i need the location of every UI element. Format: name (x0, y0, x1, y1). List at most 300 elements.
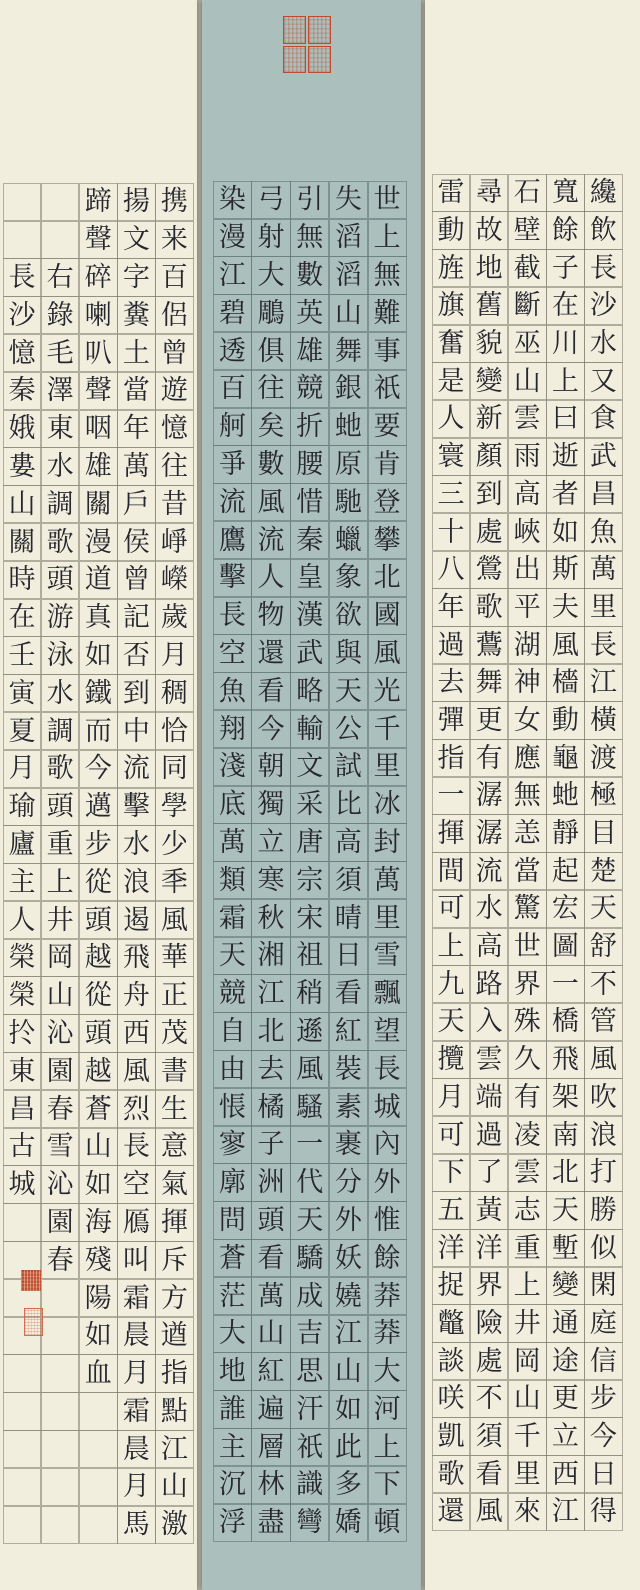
char-cell: 銀 (329, 370, 368, 408)
char-cell: 人 (432, 400, 471, 438)
char-cell: 截 (508, 249, 547, 287)
char-cell: 一 (432, 777, 471, 815)
char-cell: 悵 (213, 1088, 252, 1126)
char-cell: 侯 (117, 523, 156, 561)
char-cell: 斷 (508, 287, 547, 325)
char-cell: 漫 (79, 523, 118, 561)
char-cell: 憶 (3, 334, 42, 372)
char-cell: 變 (546, 1267, 585, 1305)
char-cell: 江 (329, 1315, 368, 1353)
char-cell: 通 (546, 1304, 585, 1342)
char-cell: 生 (155, 1090, 194, 1128)
char-cell: 今 (584, 1417, 623, 1455)
char-cell: 試 (329, 748, 368, 786)
char-cell: 漫 (213, 219, 252, 257)
char-cell: 略 (290, 672, 329, 710)
char-cell: 在 (3, 599, 42, 637)
char-cell: 三 (432, 475, 471, 513)
char-cell: 血 (79, 1354, 118, 1392)
char-cell: 春 (41, 1090, 80, 1128)
char-cell: 指 (432, 739, 471, 777)
char-cell: 風 (584, 1041, 623, 1079)
char-cell: 腰 (290, 445, 329, 483)
char-cell: 靜 (546, 814, 585, 852)
char-cell: 紅 (329, 1012, 368, 1050)
char-cell: 同 (155, 750, 194, 788)
char-cell: 右 (41, 258, 80, 296)
char-cell: 雪 (41, 1128, 80, 1166)
char-cell: 從 (79, 863, 118, 901)
char-cell (3, 1506, 42, 1544)
char-cell: 潺 (470, 814, 509, 852)
char-cell: 往 (251, 370, 290, 408)
char-cell: 殘 (79, 1241, 118, 1279)
char-cell: 過 (432, 626, 471, 664)
char-cell: 裹 (329, 1126, 368, 1164)
char-cell: 看 (329, 974, 368, 1012)
char-cell: 昌 (3, 1090, 42, 1128)
char-cell: 五 (432, 1191, 471, 1229)
char-cell: 下 (432, 1154, 471, 1192)
char-cell: 巫 (508, 325, 547, 363)
char-cell: 晴 (329, 899, 368, 937)
char-cell: 山 (79, 1128, 118, 1166)
char-cell: 管 (584, 1003, 623, 1041)
char-cell: 起 (546, 852, 585, 890)
char-cell: 揮 (432, 814, 471, 852)
char-cell: 蒼 (79, 1090, 118, 1128)
char-cell: 國 (368, 597, 407, 635)
char-cell: 擊 (213, 559, 252, 597)
char-cell: 成 (290, 1277, 329, 1315)
char-cell: 宏 (546, 890, 585, 928)
char-cell: 盡 (251, 1504, 290, 1542)
char-cell: 鶯 (470, 551, 509, 589)
seal-quadrant-icon (308, 16, 331, 44)
char-cell: 子 (251, 1126, 290, 1164)
char-cell: 舒 (584, 928, 623, 966)
char-cell: 矣 (251, 408, 290, 446)
char-cell: 主 (213, 1428, 252, 1466)
char-cell: 水 (41, 674, 80, 712)
seal-quadrant-icon (283, 16, 306, 44)
char-cell: 閑 (584, 1267, 623, 1305)
char-cell: 少 (155, 825, 194, 863)
char-cell: 自 (213, 1012, 252, 1050)
char-cell: 食 (584, 400, 623, 438)
char-cell: 調 (41, 712, 80, 750)
char-cell: 庭 (584, 1304, 623, 1342)
char-cell: 北 (368, 559, 407, 597)
char-cell: 彎 (290, 1504, 329, 1542)
char-cell: 凱 (432, 1417, 471, 1455)
char-cell: 鷰 (470, 626, 509, 664)
char-cell: 途 (546, 1342, 585, 1380)
char-cell: 戶 (117, 485, 156, 523)
char-cell: 不 (584, 965, 623, 1003)
char-cell: 雲 (508, 1154, 547, 1192)
char-cell: 碧 (213, 294, 252, 332)
char-cell: 鴈 (117, 1203, 156, 1241)
char-cell: 動 (432, 211, 471, 249)
char-cell: 江 (213, 256, 252, 294)
char-cell: 婁 (3, 447, 42, 485)
char-cell: 来 (155, 221, 194, 259)
char-cell: 看 (470, 1455, 509, 1493)
char-cell: 淺 (213, 748, 252, 786)
right-character-grid (432, 174, 622, 1531)
char-cell: 登 (368, 483, 407, 521)
char-cell: 九 (432, 965, 471, 1003)
char-cell: 汗 (290, 1390, 329, 1428)
char-cell: 風 (251, 483, 290, 521)
char-cell: 叫 (117, 1241, 156, 1279)
char-cell: 與 (329, 634, 368, 672)
char-cell: 宋 (290, 899, 329, 937)
character-column (584, 174, 622, 1531)
char-cell: 城 (3, 1165, 42, 1203)
char-cell: 上 (432, 928, 471, 966)
char-cell: 流 (213, 483, 252, 521)
char-cell: 歌 (470, 588, 509, 626)
char-cell: 問 (213, 1201, 252, 1239)
char-cell: 高 (470, 928, 509, 966)
char-cell: 萬 (368, 861, 407, 899)
char-cell: 道 (79, 561, 118, 599)
char-cell: 如 (546, 513, 585, 551)
character-column (155, 183, 193, 1544)
char-cell: 憶 (155, 410, 194, 448)
char-cell: 祇 (368, 370, 407, 408)
char-cell: 數 (290, 256, 329, 294)
char-cell: 江 (155, 1430, 194, 1468)
char-cell: 中 (117, 712, 156, 750)
char-cell: 長 (584, 249, 623, 287)
char-cell: 路 (470, 965, 509, 1003)
char-cell: 春 (41, 1241, 80, 1279)
char-cell: 裝 (329, 1050, 368, 1088)
middle-scroll-panel (202, 0, 421, 1590)
char-cell: 里 (368, 748, 407, 786)
char-cell: 長 (213, 597, 252, 635)
char-cell: 天 (584, 890, 623, 928)
char-cell: 歌 (41, 523, 80, 561)
char-cell: 高 (329, 823, 368, 861)
char-cell: 看 (251, 1239, 290, 1277)
char-cell: 雷 (432, 174, 471, 212)
char-cell: 可 (432, 890, 471, 928)
char-cell: 下 (368, 1466, 407, 1504)
signature-seal-solid-icon (21, 1270, 41, 1291)
char-cell: 上 (368, 1428, 407, 1466)
char-cell: 封 (368, 823, 407, 861)
char-cell: 紅 (251, 1352, 290, 1390)
char-cell: 吉 (290, 1315, 329, 1353)
char-cell: 游 (41, 599, 80, 637)
char-cell: 武 (290, 634, 329, 672)
char-cell (79, 1392, 118, 1430)
char-cell: 萬 (213, 823, 252, 861)
char-cell: 外 (368, 1163, 407, 1201)
char-cell: 吹 (584, 1078, 623, 1116)
char-cell: 上 (41, 863, 80, 901)
char-cell: 瑜 (3, 788, 42, 826)
char-cell: 年 (432, 588, 471, 626)
char-cell: 書 (155, 1052, 194, 1090)
char-cell: 山 (508, 362, 547, 400)
char-cell: 泳 (41, 636, 80, 674)
char-cell: 流 (251, 521, 290, 559)
char-cell: 學 (155, 788, 194, 826)
char-cell: 關 (79, 485, 118, 523)
char-cell: 染 (213, 181, 252, 219)
char-cell: 陽 (79, 1279, 118, 1317)
char-cell (41, 1506, 80, 1544)
char-cell: 黃 (470, 1191, 509, 1229)
char-cell: 寬 (546, 174, 585, 212)
char-cell: 海 (79, 1203, 118, 1241)
char-cell: 川 (546, 325, 585, 363)
char-cell: 舸 (213, 408, 252, 446)
char-cell: 恙 (508, 814, 547, 852)
char-cell: 山 (329, 1352, 368, 1390)
character-column (508, 174, 546, 1531)
char-cell: 虵 (329, 408, 368, 446)
char-cell: 點 (155, 1392, 194, 1430)
character-column (329, 181, 368, 1542)
char-cell: 飛 (546, 1041, 585, 1079)
char-cell: 思 (290, 1352, 329, 1390)
char-cell: 鷹 (213, 521, 252, 559)
char-cell (3, 1354, 42, 1392)
char-cell: 來 (508, 1493, 547, 1531)
char-cell: 到 (117, 674, 156, 712)
char-cell: 到 (470, 475, 509, 513)
char-cell: 遍 (251, 1390, 290, 1428)
char-cell: 岡 (41, 939, 80, 977)
char-cell: 內 (368, 1126, 407, 1164)
char-cell: 者 (546, 475, 585, 513)
char-cell: 天 (213, 937, 252, 975)
char-cell: 須 (470, 1417, 509, 1455)
char-cell: 歌 (41, 750, 80, 788)
char-cell: 彈 (432, 701, 471, 739)
char-cell: 變 (470, 362, 509, 400)
char-cell: 檣 (546, 664, 585, 702)
char-cell: 壬 (3, 636, 42, 674)
char-cell: 沙 (3, 296, 42, 334)
char-cell: 山 (41, 976, 80, 1014)
char-cell: 頭 (79, 901, 118, 939)
char-cell: 城 (368, 1088, 407, 1126)
char-cell (3, 1430, 42, 1468)
char-cell: 難 (368, 294, 407, 332)
char-cell: 遊 (155, 372, 194, 410)
char-cell: 鼈 (432, 1304, 471, 1342)
char-cell: 志 (508, 1191, 547, 1229)
char-cell: 毛 (41, 334, 80, 372)
char-cell: 水 (584, 325, 623, 363)
char-cell: 由 (213, 1050, 252, 1088)
char-cell: 湘 (251, 937, 290, 975)
char-cell: 透 (213, 332, 252, 370)
left-character-grid (3, 183, 193, 1544)
char-cell: 無 (368, 256, 407, 294)
char-cell: 目 (584, 814, 623, 852)
char-cell: 叭 (79, 334, 118, 372)
char-cell: 立 (251, 823, 290, 861)
char-cell: 月 (3, 750, 42, 788)
char-cell: 洋 (470, 1229, 509, 1267)
char-cell: 地 (470, 249, 509, 287)
char-cell (3, 1468, 42, 1506)
char-cell: 公 (329, 710, 368, 748)
char-cell: 曾 (117, 561, 156, 599)
char-cell: 馳 (329, 483, 368, 521)
char-cell: 沁 (41, 1014, 80, 1052)
char-cell: 人 (3, 901, 42, 939)
char-cell: 馬 (117, 1506, 156, 1544)
char-cell: 打 (584, 1154, 623, 1192)
char-cell: 架 (546, 1078, 585, 1116)
char-cell: 方 (155, 1279, 194, 1317)
char-cell: 大 (251, 256, 290, 294)
char-cell: 橫 (584, 701, 623, 739)
char-cell (41, 183, 80, 221)
char-cell (41, 1279, 80, 1317)
char-cell: 旗 (432, 287, 471, 325)
char-cell: 氣 (155, 1165, 194, 1203)
char-cell: 還 (432, 1493, 471, 1531)
char-cell: 携 (155, 183, 194, 221)
char-cell: 蒼 (213, 1239, 252, 1277)
char-cell: 揚 (117, 183, 156, 221)
char-cell: 江 (251, 974, 290, 1012)
char-cell: 日 (329, 937, 368, 975)
char-cell: 圖 (546, 928, 585, 966)
char-cell: 風 (546, 626, 585, 664)
character-column (470, 174, 508, 1531)
char-cell: 頭 (41, 561, 80, 599)
char-cell: 風 (470, 1493, 509, 1531)
char-cell: 皇 (290, 559, 329, 597)
char-cell: 此 (329, 1428, 368, 1466)
char-cell (41, 1354, 80, 1392)
char-cell: 尋 (470, 174, 509, 212)
char-cell: 旌 (432, 249, 471, 287)
char-cell: 引 (290, 181, 329, 219)
char-cell: 茫 (213, 1277, 252, 1315)
char-cell: 久 (508, 1041, 547, 1079)
char-cell: 峽 (508, 513, 547, 551)
char-cell: 指 (155, 1354, 194, 1392)
char-cell: 而 (79, 712, 118, 750)
char-cell: 競 (213, 974, 252, 1012)
char-cell: 風 (155, 901, 194, 939)
char-cell: 山 (3, 485, 42, 523)
char-cell: 處 (470, 513, 509, 551)
char-cell: 獨 (251, 786, 290, 824)
char-cell: 飄 (368, 974, 407, 1012)
char-cell: 逝 (546, 438, 585, 476)
character-column (3, 183, 41, 1544)
char-cell: 妖 (329, 1239, 368, 1277)
char-cell: 榮 (3, 976, 42, 1014)
char-cell: 沉 (213, 1466, 252, 1504)
char-cell: 事 (368, 332, 407, 370)
right-scroll-panel (425, 0, 640, 1590)
char-cell: 否 (117, 636, 156, 674)
char-cell: 河 (368, 1390, 407, 1428)
char-cell: 稍 (290, 974, 329, 1012)
char-cell: 正 (155, 976, 194, 1014)
char-cell: 上 (368, 219, 407, 257)
char-cell: 舞 (470, 664, 509, 702)
char-cell: 里 (508, 1455, 547, 1493)
char-cell: 井 (41, 901, 80, 939)
char-cell: 萬 (117, 447, 156, 485)
char-cell: 如 (79, 1165, 118, 1203)
char-cell: 如 (79, 636, 118, 674)
char-cell: 洋 (432, 1229, 471, 1267)
char-cell: 聲 (79, 221, 118, 259)
char-cell: 滔 (329, 219, 368, 257)
char-cell: 欲 (329, 597, 368, 635)
char-cell: 重 (41, 825, 80, 863)
char-cell: 朝 (251, 748, 290, 786)
char-cell: 頭 (79, 1014, 118, 1052)
char-cell (79, 1506, 118, 1544)
char-cell: 界 (508, 965, 547, 1003)
char-cell: 萬 (584, 551, 623, 589)
char-cell: 爭 (213, 445, 252, 483)
char-cell: 宗 (290, 861, 329, 899)
char-cell: 談 (432, 1342, 471, 1380)
char-cell: 得 (584, 1493, 623, 1531)
char-cell: 山 (155, 1468, 194, 1506)
char-cell: 了 (470, 1154, 509, 1192)
char-cell: 霜 (117, 1279, 156, 1317)
four-square-red-seal-icon (283, 16, 331, 73)
char-cell: 可 (432, 1116, 471, 1154)
char-cell: 東 (3, 1052, 42, 1090)
char-cell: 頭 (41, 788, 80, 826)
char-cell: 浮 (213, 1504, 252, 1542)
char-cell: 世 (508, 928, 547, 966)
char-cell: 里 (584, 588, 623, 626)
char-cell: 弓 (251, 181, 290, 219)
char-cell: 塹 (546, 1229, 585, 1267)
char-cell: 肯 (368, 445, 407, 483)
char-cell: 惜 (290, 483, 329, 521)
char-cell: 外 (329, 1201, 368, 1239)
char-cell: 流 (470, 852, 509, 890)
char-cell: 唐 (290, 823, 329, 861)
char-cell (79, 1468, 118, 1506)
char-cell: 年 (117, 410, 156, 448)
char-cell: 霜 (117, 1392, 156, 1430)
char-cell: 今 (251, 710, 290, 748)
char-cell: 東 (41, 410, 80, 448)
char-cell: 鐵 (79, 674, 118, 712)
char-cell: 似 (584, 1229, 623, 1267)
char-cell: 虵 (546, 777, 585, 815)
char-cell: 神 (508, 664, 547, 702)
character-column (432, 174, 470, 1531)
char-cell: 有 (470, 739, 509, 777)
char-cell: 天 (290, 1201, 329, 1239)
char-cell: 攬 (432, 1041, 471, 1079)
